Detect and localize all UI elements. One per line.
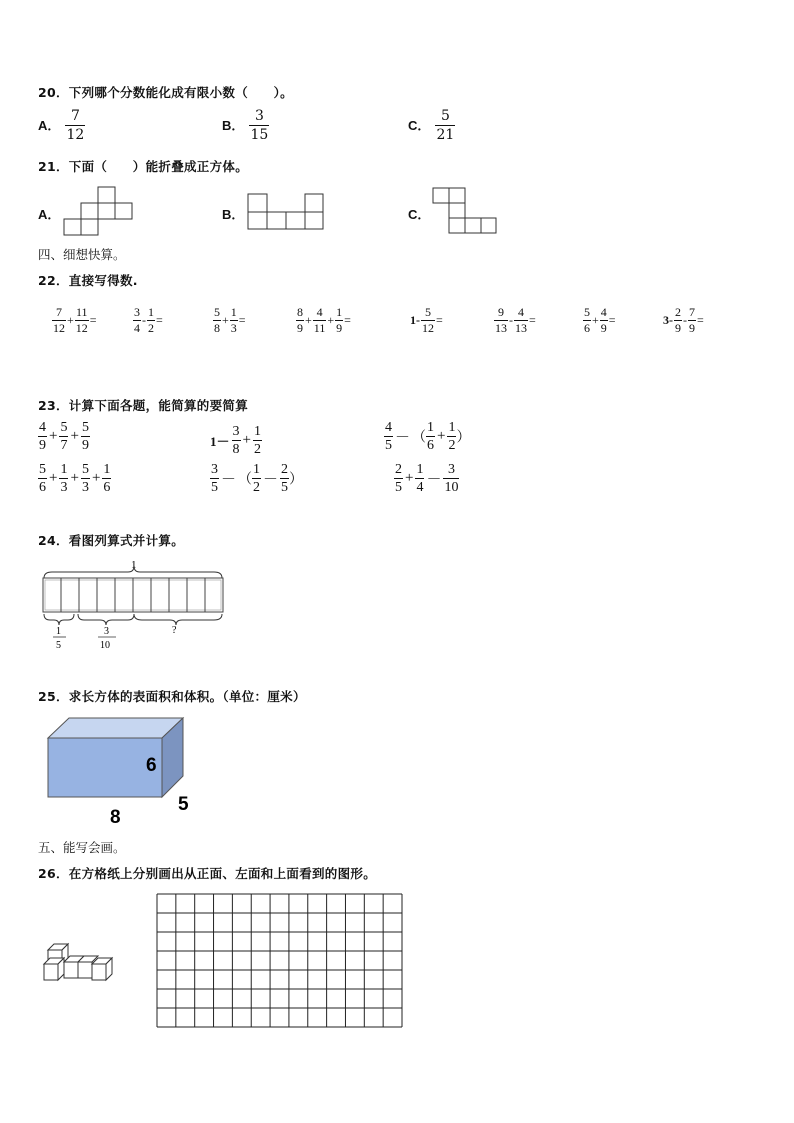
fraction: $\frac{1}{3}$ bbox=[230, 305, 237, 335]
cuboid-front bbox=[48, 738, 162, 797]
fraction: $\frac{1}{6}$ bbox=[427, 420, 435, 453]
unknown-label: ? bbox=[172, 625, 177, 636]
equals-sign: = bbox=[436, 313, 443, 327]
paren-close: ） bbox=[456, 430, 471, 446]
equals-sign: = bbox=[697, 313, 704, 327]
q23-expression[interactable] bbox=[38, 462, 111, 495]
cube-stack-figure bbox=[40, 942, 120, 986]
option-letter: B． bbox=[222, 118, 245, 133]
q22-expression[interactable] bbox=[296, 306, 352, 335]
operator: + bbox=[91, 470, 101, 486]
q20-option-c[interactable] bbox=[408, 108, 455, 143]
q23-expression[interactable] bbox=[208, 424, 262, 457]
fraction: $\frac{5}{6}$ bbox=[584, 305, 590, 335]
equals-sign: = bbox=[344, 313, 351, 327]
operator: - bbox=[509, 313, 513, 327]
fraction-bar-diagram bbox=[38, 556, 238, 656]
q23-label: 23．计算下面各题，能简算的要简算 bbox=[38, 398, 248, 413]
q23-expression[interactable] bbox=[210, 462, 303, 495]
fraction: $\frac{2}{5}$ bbox=[395, 462, 402, 495]
q22-expression[interactable] bbox=[662, 306, 705, 335]
expression-lead: 1- bbox=[410, 313, 420, 327]
q22-expression[interactable] bbox=[213, 306, 247, 335]
operator: + bbox=[405, 470, 414, 486]
part1-denominator: 5 bbox=[56, 640, 61, 651]
q24-label: 24．看图列算式并计算。 bbox=[38, 533, 184, 548]
fraction: $\frac{1}{6}$ bbox=[103, 462, 111, 495]
operator: + bbox=[327, 313, 335, 327]
operator: － bbox=[263, 472, 279, 488]
fraction: $\frac{8}{9}$ bbox=[297, 305, 303, 335]
fraction: $\frac{5}{3}$ bbox=[81, 462, 89, 495]
q22-expression[interactable] bbox=[409, 306, 444, 335]
q22-label: 22．直接写得数. bbox=[38, 273, 138, 288]
fraction: $\frac{1}{2}$ bbox=[448, 420, 456, 453]
fraction: $\frac{2}{9}$ bbox=[675, 305, 681, 335]
equals-sign: = bbox=[529, 313, 536, 327]
fraction: $\frac{2}{5}$ bbox=[281, 462, 289, 495]
fraction: $\frac{5}{7}$ bbox=[60, 420, 68, 453]
operator: + bbox=[305, 313, 312, 327]
expression-lead: 3- bbox=[663, 313, 673, 327]
q23-expression[interactable] bbox=[384, 420, 470, 453]
q20-label: 20．下列哪个分数能化成有限小数（ ）。 bbox=[38, 85, 293, 100]
fraction: $\frac{7}{9}$ bbox=[689, 305, 695, 335]
part2-brace bbox=[78, 614, 134, 625]
operator: － bbox=[395, 430, 411, 446]
cube-net-a[interactable] bbox=[62, 186, 136, 236]
q20-option-a[interactable] bbox=[38, 108, 85, 143]
equals-sign: = bbox=[156, 313, 163, 327]
option-letter: C． bbox=[408, 118, 431, 133]
q22-expression[interactable] bbox=[494, 306, 537, 335]
fraction: $\frac{3}{4}$ bbox=[134, 305, 140, 335]
equals-sign: = bbox=[238, 313, 246, 327]
fraction: $\frac{1}{9}$ bbox=[336, 305, 343, 335]
fraction: $\frac{7}{12}$ bbox=[53, 305, 65, 335]
option-letter: A． bbox=[38, 118, 61, 133]
cuboid-top bbox=[48, 718, 183, 738]
fraction: $\frac{3}{8}$ bbox=[232, 424, 240, 457]
operator: + bbox=[592, 313, 599, 327]
fraction: $\frac{5}{12}$ bbox=[422, 305, 434, 335]
fraction: $\frac{1}{2}$ bbox=[253, 462, 261, 495]
unknown-brace bbox=[134, 614, 222, 625]
q26-label: 26．在方格纸上分别画出从正面、左面和上面看到的图形。 bbox=[38, 866, 376, 881]
fraction: $\frac{3}{10}$ bbox=[444, 462, 459, 495]
operator: + bbox=[222, 313, 229, 327]
q20-option-b[interactable] bbox=[222, 108, 269, 143]
q23-expression[interactable] bbox=[38, 420, 90, 453]
fraction: $\frac{1}{3}$ bbox=[60, 462, 68, 495]
part2-denominator: 10 bbox=[100, 640, 110, 651]
operator: + bbox=[70, 470, 79, 486]
fraction: $\frac{11}{12}$ bbox=[75, 305, 88, 335]
fraction: $\frac{4}{9}$ bbox=[39, 420, 46, 453]
paren-open: （ bbox=[412, 430, 427, 446]
total-label: 1 bbox=[131, 559, 137, 571]
fraction: $\frac{3}{5}$ bbox=[211, 462, 218, 495]
q22-expression[interactable] bbox=[583, 306, 617, 335]
operator: + bbox=[49, 428, 58, 444]
equals-sign: = bbox=[89, 313, 97, 327]
q22-expression[interactable] bbox=[133, 306, 164, 335]
width-label: 5 bbox=[178, 794, 189, 815]
operator: － bbox=[221, 472, 237, 488]
fraction: $\frac{1}{2}$ bbox=[253, 424, 261, 457]
fraction: $\frac{9}{13}$ bbox=[495, 305, 507, 335]
fraction: $\frac{5}{6}$ bbox=[39, 462, 46, 495]
section-5-heading: 五、能写会画。 bbox=[38, 840, 126, 855]
length-label: 8 bbox=[110, 807, 121, 828]
drawing-grid[interactable] bbox=[155, 892, 405, 1030]
fraction: $\frac{4}{13}$ bbox=[515, 305, 527, 335]
operator: － bbox=[426, 472, 442, 488]
paren-open: （ bbox=[238, 472, 253, 488]
option-fraction: $\frac{5}{21}$ bbox=[436, 108, 455, 143]
cube-net-c[interactable] bbox=[432, 187, 498, 235]
q21-option-c-letter[interactable]: C． bbox=[408, 207, 431, 222]
expression-lead: 1－ bbox=[210, 434, 230, 449]
cuboid-figure bbox=[44, 714, 204, 830]
q25-label: 25．求长方体的表面积和体积。（单位：厘米） bbox=[38, 689, 306, 704]
q21-option-a-letter[interactable]: A． bbox=[38, 207, 61, 222]
q21-label: 21．下面（ ）能折叠成正方体。 bbox=[38, 159, 248, 174]
cube-net-b[interactable] bbox=[247, 193, 325, 231]
q23-expression[interactable] bbox=[394, 462, 459, 495]
fraction: $\frac{1}{4}$ bbox=[416, 462, 424, 495]
fraction: $\frac{5}{9}$ bbox=[81, 420, 89, 453]
fraction: $\frac{4}{9}$ bbox=[600, 305, 607, 335]
fraction: $\frac{1}{2}$ bbox=[148, 305, 154, 335]
paren-close: ） bbox=[289, 472, 304, 488]
equals-sign: = bbox=[608, 313, 616, 327]
operator: + bbox=[70, 428, 79, 444]
option-fraction: $\frac{7}{12}$ bbox=[66, 108, 85, 143]
operator: + bbox=[242, 432, 251, 448]
operator: - bbox=[142, 313, 146, 327]
operator: + bbox=[67, 313, 74, 327]
option-fraction: $\frac{3}{15}$ bbox=[250, 108, 269, 143]
part1-brace bbox=[44, 614, 74, 625]
section-4-heading: 四、细想快算。 bbox=[38, 247, 126, 262]
fraction: $\frac{4}{5}$ bbox=[385, 420, 392, 453]
fraction: $\frac{5}{8}$ bbox=[214, 305, 220, 335]
operator: + bbox=[49, 470, 58, 486]
part1-numerator: 1 bbox=[56, 626, 61, 637]
q22-expression[interactable] bbox=[52, 306, 98, 335]
fraction: $\frac{4}{11}$ bbox=[313, 305, 326, 335]
q21-option-b-letter[interactable]: B． bbox=[222, 207, 245, 222]
operator: + bbox=[437, 428, 446, 444]
operator: - bbox=[683, 313, 687, 327]
height-label: 6 bbox=[146, 755, 157, 776]
part2-numerator: 3 bbox=[104, 626, 109, 637]
